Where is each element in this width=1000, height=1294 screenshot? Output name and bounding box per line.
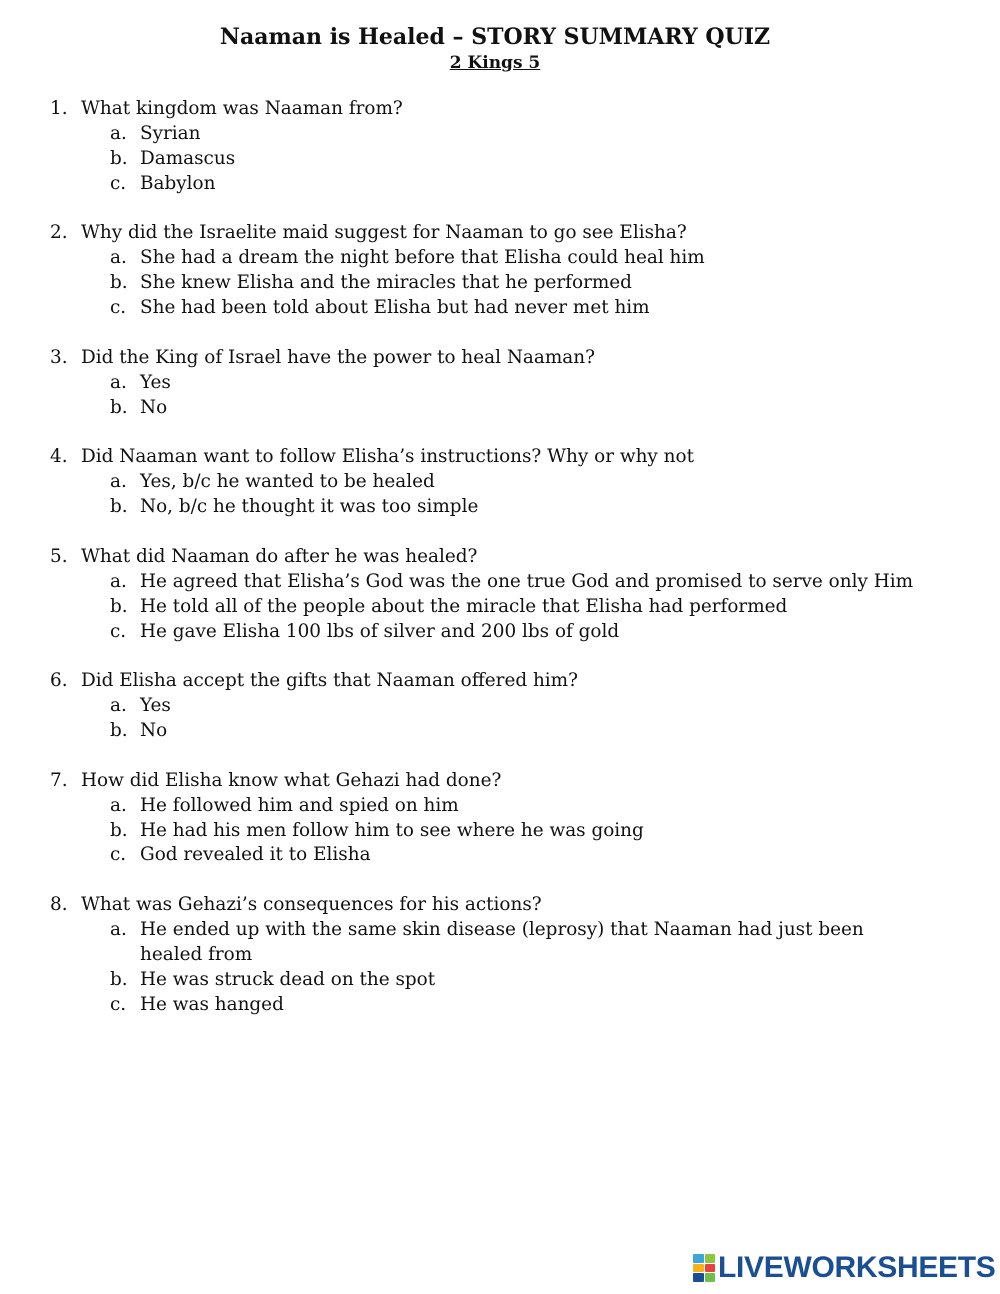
question-line [0, 97, 1000, 122]
answer-option [0, 819, 1000, 844]
option-text: She had a dream the night before that Elisha could heal him [140, 247, 705, 269]
option-text: He agreed that Elisha’s God was the one true God and promised to serve only Him [140, 570, 914, 592]
option-text: Yes [140, 695, 171, 717]
question-number: 1. [50, 98, 68, 119]
option-text: He followed him and spied on him [140, 794, 459, 816]
option-text: He ended up with the same skin disease (leprosy) that Naaman had just been healed from [140, 919, 864, 965]
question-line [0, 893, 1000, 918]
logo-tile [705, 1264, 716, 1273]
question-number: 2. [50, 222, 68, 244]
logo-tile [693, 1254, 704, 1263]
option-letter: b. [110, 968, 128, 990]
logo-tile [693, 1264, 704, 1273]
option-letter: b. [110, 396, 128, 418]
logo-tile [693, 1273, 704, 1282]
question-text: How did Elisha know what Gehazi had done? [81, 769, 502, 791]
question-text: What kingdom was Naaman from? [81, 98, 403, 119]
question-line [0, 221, 1000, 246]
question-text: Did Naaman want to follow Elisha’s instructions? Why or why not [81, 446, 694, 468]
answer-option [0, 172, 1000, 197]
option-letter: a. [110, 695, 127, 717]
answer-option [0, 122, 1000, 147]
question-4 [0, 445, 1000, 520]
page-title: Naaman is Healed – STORY SUMMARY QUIZ [219, 24, 771, 50]
option-letter: a. [110, 570, 127, 592]
option-text: He was struck dead on the spot [140, 968, 436, 990]
question-7 [0, 769, 1000, 869]
answer-option [0, 470, 1000, 495]
option-letter: a. [110, 122, 127, 144]
answer-option [0, 993, 1000, 1018]
liveworksheets-mark-icon [693, 1254, 715, 1282]
answer-option [0, 595, 1000, 620]
question-line [0, 545, 1000, 570]
option-text: He had his men follow him to see where he was going [140, 819, 644, 841]
option-text: He told all of the people about the miracle that Elisha had performed [140, 595, 788, 617]
answer-option [0, 570, 1000, 595]
answer-option [0, 495, 1000, 520]
question-5 [0, 545, 1000, 645]
question-3 [0, 346, 1000, 421]
option-text: No, b/c he thought it was too simple [140, 496, 479, 518]
question-number: 8. [50, 894, 68, 916]
question-text: Did the King of Israel have the power to heal Naaman? [81, 346, 595, 368]
option-letter: c. [110, 993, 127, 1015]
answer-option [0, 271, 1000, 296]
document-header [0, 22, 990, 74]
answer-option [0, 719, 1000, 744]
option-text: She had been told about Elisha but had never met him [140, 297, 650, 319]
option-letter: a. [110, 919, 127, 941]
answer-option [0, 794, 1000, 819]
question-2 [0, 221, 1000, 321]
option-letter: b. [110, 595, 128, 617]
question-line [0, 445, 1000, 470]
option-text: She knew Elisha and the miracles that he performed [140, 272, 632, 294]
question-6 [0, 669, 1000, 744]
question-number: 7. [50, 769, 68, 791]
option-text: Yes, b/c he wanted to be healed [140, 471, 435, 493]
question-number: 5. [50, 545, 68, 567]
option-letter: a. [110, 371, 127, 393]
answer-option [0, 396, 1000, 421]
question-1 [0, 97, 1000, 197]
answer-option [0, 843, 1000, 868]
option-text: No [140, 396, 168, 418]
question-line [0, 769, 1000, 794]
option-text: Babylon [140, 172, 216, 194]
option-text: He gave Elisha 100 lbs of silver and 200 lbs of gold [140, 620, 620, 642]
option-letter: b. [110, 720, 128, 742]
quiz-questions [0, 97, 1000, 1042]
question-line [0, 346, 1000, 371]
question-8 [0, 893, 1000, 1018]
option-text: No [140, 720, 168, 742]
question-text: What did Naaman do after he was healed? [81, 545, 478, 567]
option-letter: c. [110, 844, 127, 866]
question-text: What was Gehazi’s consequences for his actions? [81, 894, 542, 916]
option-letter: a. [110, 471, 127, 493]
option-text: God revealed it to Elisha [140, 844, 371, 866]
option-text: Yes [140, 371, 171, 393]
option-letter: c. [110, 297, 127, 319]
option-letter: a. [110, 247, 127, 269]
option-letter: b. [110, 147, 128, 169]
option-letter: c. [110, 172, 127, 194]
option-letter: b. [110, 819, 128, 841]
option-letter: b. [110, 272, 128, 294]
answer-option [0, 246, 1000, 271]
question-number: 4. [50, 446, 68, 468]
option-text: Syrian [140, 122, 201, 144]
answer-option [0, 694, 1000, 719]
answer-option [0, 620, 1000, 645]
question-number: 3. [50, 346, 68, 368]
logo-tile [705, 1254, 716, 1263]
question-line [0, 669, 1000, 694]
logo-tile [705, 1273, 716, 1282]
answer-option [0, 296, 1000, 321]
answer-option [0, 371, 1000, 396]
question-number: 6. [50, 670, 68, 692]
question-text: Did Elisha accept the gifts that Naaman offered him? [81, 670, 578, 692]
option-letter: a. [110, 794, 127, 816]
liveworksheets-logo-text: LIVEWORKSHEETS [718, 1251, 996, 1284]
answer-option [0, 147, 1000, 172]
answer-option [0, 918, 1000, 968]
option-text: Damascus [140, 147, 236, 169]
option-text: He was hanged [140, 993, 284, 1015]
liveworksheets-logo [693, 1252, 996, 1284]
question-text: Why did the Israelite maid suggest for Naaman to go see Elisha? [81, 222, 687, 244]
page-subtitle: 2 Kings 5 [449, 53, 541, 73]
option-letter: c. [110, 620, 127, 642]
option-letter: b. [110, 496, 128, 518]
answer-option [0, 968, 1000, 993]
